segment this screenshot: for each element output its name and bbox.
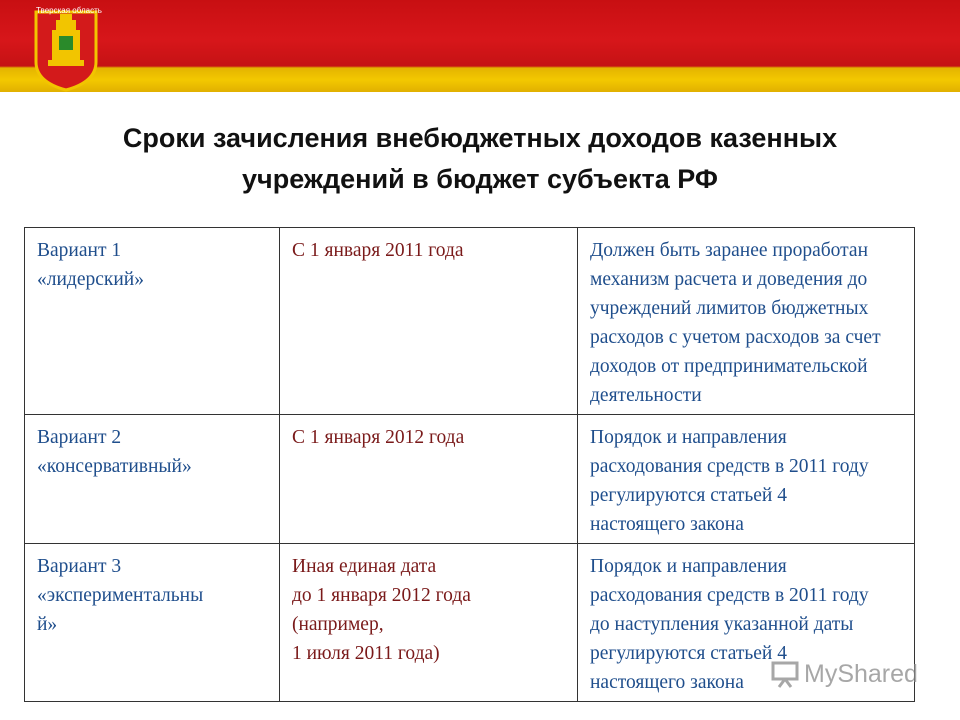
cell-line: Иная единая дата <box>292 556 437 577</box>
cell-line: «консервативный» <box>37 456 192 477</box>
table-row <box>25 415 915 544</box>
cell-line: «лидерский» <box>37 269 144 290</box>
slide-title-line: Сроки зачисления внебюджетных доходов казенных <box>122 123 838 153</box>
cell-line: расходов с учетом расходов за счет <box>590 327 881 348</box>
cell-line: учреждений лимитов бюджетных <box>590 298 869 319</box>
presentation-board-icon <box>770 659 800 689</box>
cell-line: Порядок и направления <box>590 427 787 448</box>
cell-line: Вариант 3 <box>37 556 122 577</box>
variants-table <box>24 227 915 702</box>
date-cell <box>280 228 578 415</box>
cell-line: настоящего закона <box>590 672 744 693</box>
cell-line: расходования средств в 2011 году <box>590 585 869 606</box>
cell-line: Должен быть заранее проработан <box>590 240 869 261</box>
cell-line: доходов от предпринимательской <box>590 356 868 377</box>
condition-cell <box>578 228 915 415</box>
cell-line: регулируются статьей 4 <box>590 485 787 506</box>
watermark <box>770 656 918 692</box>
cell-line: Вариант 2 <box>37 427 122 448</box>
cell-line: настоящего закона <box>590 514 744 535</box>
cell-line: С 1 января 2011 года <box>292 240 464 261</box>
cell-line: 1 июля 2011 года) <box>292 643 440 664</box>
cell-line: регулируются статьей 4 <box>590 643 787 664</box>
cell-line: расходования средств в 2011 году <box>590 456 869 477</box>
watermark-text: MyShared <box>804 659 918 688</box>
condition-cell <box>578 415 915 544</box>
date-cell <box>280 415 578 544</box>
slide-title <box>40 118 920 200</box>
slide-title-line: учреждений в бюджет субъекта РФ <box>242 164 718 194</box>
date-cell <box>280 544 578 702</box>
variant-cell <box>25 415 280 544</box>
cell-line: до 1 января 2012 года <box>292 585 471 606</box>
cell-line: до наступления указанной даты <box>590 614 854 635</box>
cell-line: й» <box>37 614 58 635</box>
cell-line: «экспериментальны <box>37 585 204 606</box>
header-banner <box>0 0 960 92</box>
variant-cell <box>25 544 280 702</box>
cell-line: Порядок и направления <box>590 556 787 577</box>
cell-line: (например, <box>292 614 384 635</box>
variant-cell <box>25 228 280 415</box>
cell-line: Вариант 1 <box>37 240 122 261</box>
cell-line: С 1 января 2012 года <box>292 427 465 448</box>
cell-line: деятельности <box>590 385 702 406</box>
table-row <box>25 228 915 415</box>
region-label: Тверская область <box>36 6 102 15</box>
cell-line: механизм расчета и доведения до <box>590 269 868 290</box>
